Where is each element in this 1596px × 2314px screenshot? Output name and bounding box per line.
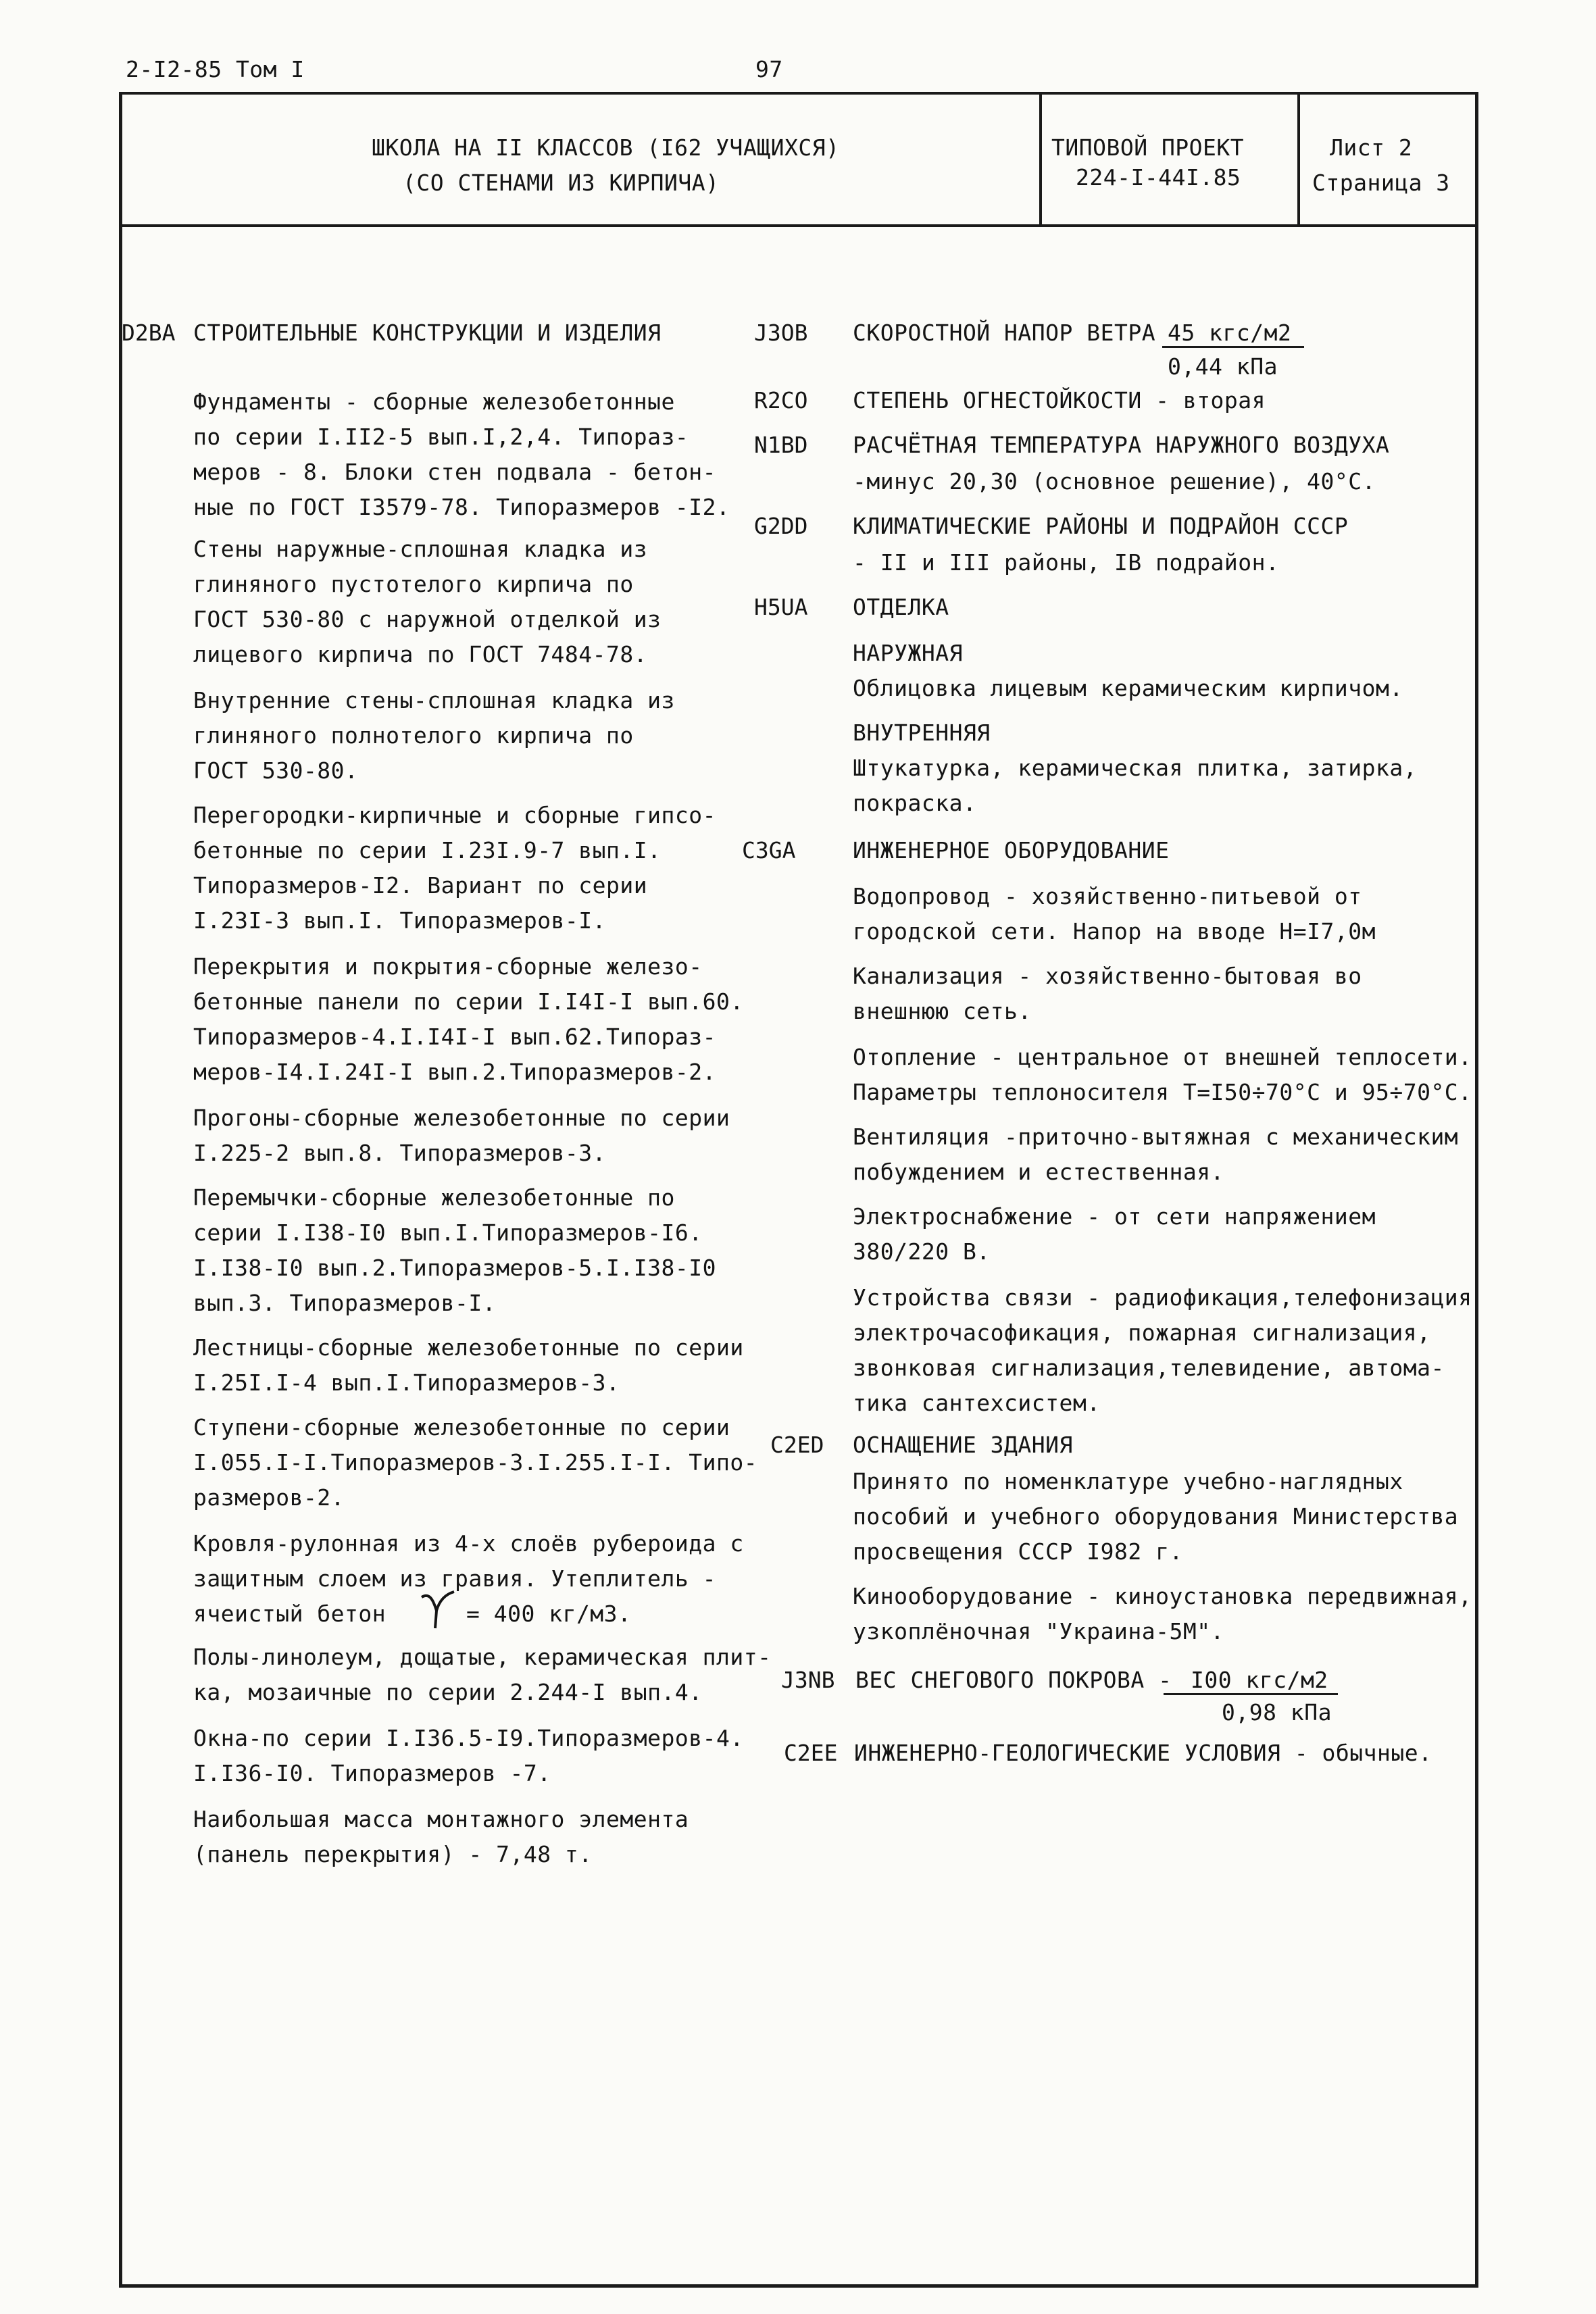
text-line: городской сети. Напор на вводе Н=I7,0м	[853, 918, 1376, 945]
wind-pressure-kpa: 0,44 кПа	[1168, 353, 1278, 380]
design-temperature-line-2: -минус 20,30 (основное решение), 40°С.	[853, 468, 1376, 495]
interior-text-line-1: Штукатурка, керамическая плитка, затирка,	[853, 755, 1418, 781]
section-code-g2dd: G2DD	[754, 513, 808, 539]
geological-conditions: ИНЖЕНЕРНО-ГЕОЛОГИЧЕСКИЕ УСЛОВИЯ - обычные.	[854, 1740, 1432, 1766]
text-line: Кровля-рулонная из 4-х слоёв рубероида с	[193, 1530, 744, 1557]
frame-top-border	[119, 92, 1478, 95]
text-line: I.I38-I0 вып.2.Типоразмеров-5.I.I38-I0	[193, 1255, 716, 1281]
text-line: Перекрытия и покрытия-сборные железо-	[193, 953, 703, 980]
snow-load-value: I00 кгс/м2	[1191, 1667, 1328, 1693]
wind-pressure-value: 45 кгс/м2	[1168, 320, 1292, 346]
text-line: ка, мозаичные по серии 2.244-I вып.4.	[193, 1679, 703, 1705]
section-heading-structures: СТРОИТЕЛЬНЫЕ КОНСТРУКЦИИ И ИЗДЕЛИЯ	[193, 320, 662, 346]
section-code-d2ba: D2BA	[122, 320, 176, 346]
text-line: Наибольшая масса монтажного элемента	[193, 1806, 689, 1832]
text-line: Принято по номенклатуре учебно-наглядных	[853, 1468, 1403, 1494]
snow-load-kpa: 0,98 кПа	[1222, 1699, 1332, 1726]
text-line: размеров-2.	[193, 1484, 345, 1511]
text-line: внешнюю сеть.	[853, 998, 1032, 1024]
project-label: ТИПОВОЙ ПРОЕКТ	[1051, 134, 1245, 161]
text-line: вып.3. Типоразмеров-I.	[193, 1290, 497, 1316]
text-line: Ступени-сборные железобетонные по серии	[193, 1414, 730, 1440]
text-line: меров - 8. Блоки стен подвала - бетон-	[193, 459, 716, 485]
text-line: бетонные панели по серии I.I4I-I вып.60.	[193, 988, 744, 1015]
text-line: узкоплёночная "Украина-5М".	[853, 1618, 1224, 1644]
text-line: пособий и учебного оборудования Министерства	[853, 1503, 1459, 1530]
section-code-c2ee: C2EE	[784, 1740, 838, 1766]
text-line: по серии I.II2-5 вып.I,2,4. Типораз-	[193, 424, 689, 450]
text-line: I.23I-3 вып.I. Типоразмеров-I.	[193, 907, 607, 934]
section-code-j3nb: J3NB	[781, 1667, 835, 1693]
text-line: Прогоны-сборные железобетонные по серии	[193, 1105, 730, 1131]
section-code-j3ob: J3OB	[754, 320, 808, 346]
text-line: I.25I.I-4 вып.I.Типоразмеров-3.	[193, 1369, 620, 1396]
exterior-heading: НАРУЖНАЯ	[853, 640, 963, 666]
title-block-separator-1	[1039, 92, 1042, 226]
text-line: ные по ГОСТ I3579-78. Типоразмеров -I2.	[193, 494, 730, 520]
text-line: Фундаменты - сборные железобетонные	[193, 388, 675, 415]
text-line: лицевого кирпича по ГОСТ 7484-78.	[193, 641, 648, 668]
text-line: просвещения СССР I982 г.	[853, 1538, 1183, 1565]
text-line: побуждением и естественная.	[853, 1159, 1224, 1185]
title-block-separator-2	[1297, 92, 1300, 226]
page-label: Страница 3	[1312, 170, 1450, 196]
project-code: 224-I-44I.85	[1076, 164, 1241, 191]
text-line: меров-I4.I.24I-I вып.2.Типоразмеров-2.	[193, 1059, 716, 1085]
text-line: I.I36-I0. Типоразмеров -7.	[193, 1760, 551, 1786]
fire-resistance: СТЕПЕНЬ ОГНЕСТОЙКОСТИ - вторая	[853, 387, 1266, 413]
fraction-line	[1162, 346, 1304, 348]
page-number: 97	[755, 56, 783, 82]
finishing-heading: ОТДЕЛКА	[853, 594, 949, 620]
density-formula: = 400 кг/м3.	[466, 1601, 632, 1627]
text-line: Внутренние стены-сплошная кладка из	[193, 687, 675, 713]
section-code-c2ed: C2ED	[770, 1432, 824, 1458]
text-line: серии I.I38-I0 вып.I.Типоразмеров-I6.	[193, 1219, 703, 1246]
section-code-r2co: R2CO	[754, 387, 808, 413]
text-line: ячеистый бетон	[193, 1601, 386, 1627]
text-line: звонковая сигнализация,телевидение, автома-	[853, 1355, 1445, 1381]
text-line: Перемычки-сборные железобетонные по	[193, 1184, 675, 1211]
snow-load-label: ВЕС СНЕГОВОГО ПОКРОВА -	[855, 1667, 1172, 1693]
text-line: Кинооборудование - киноустановка передвижная,	[853, 1583, 1472, 1609]
text-line: Стены наружные-сплошная кладка из	[193, 536, 648, 562]
text-line: Параметры теплоносителя Т=I50÷70°С и 95÷70°С.	[853, 1079, 1472, 1105]
text-line: (панель перекрытия) - 7,48 т.	[193, 1841, 593, 1867]
wind-pressure-label: СКОРОСТНОЙ НАПОР ВЕТРА	[853, 320, 1156, 346]
text-line: I.055.I-I.Типоразмеров-3.I.255.I-I. Типо-	[193, 1449, 758, 1476]
text-line: Типоразмеров-4.I.I4I-I вып.62.Типораз-	[193, 1024, 716, 1050]
text-line: Канализация - хозяйственно-бытовая во	[853, 963, 1362, 989]
text-line: Перегородки-кирпичные и сборные гипсо-	[193, 802, 716, 828]
text-line: бетонные по серии I.23I.9-7 вып.I.	[193, 837, 662, 863]
section-code-c3ga: C3GA	[742, 837, 796, 863]
text-line: Отопление - центральное от внешней теплосети.	[853, 1044, 1472, 1070]
text-line: Типоразмеров-I2. Вариант по серии	[193, 872, 648, 899]
section-code-h5ua: H5UA	[754, 594, 808, 620]
title-line-2: (СО СТЕНАМИ ИЗ КИРПИЧА)	[403, 170, 720, 196]
text-line: I.225-2 вып.8. Типоразмеров-3.	[193, 1140, 607, 1166]
interior-text-line-2: покраска.	[853, 790, 977, 816]
text-line: ГОСТ 530-80 с наружной отделкой из	[193, 606, 662, 632]
text-line: глиняного пустотелого кирпича по	[193, 571, 634, 597]
title-line-1: ШКОЛА НА II КЛАССОВ (I62 УЧАЩИХСЯ)	[372, 134, 840, 161]
exterior-text: Облицовка лицевым керамическим кирпичом.	[853, 675, 1403, 701]
text-line: Электроснабжение - от сети напряжением	[853, 1203, 1376, 1230]
text-line: ГОСТ 530-80.	[193, 757, 359, 784]
text-line: Полы-линолеум, дощатые, керамическая плит-	[193, 1644, 772, 1670]
section-code-n1bd: N1BD	[754, 432, 808, 458]
document-reference: 2-I2-85 Том I	[126, 56, 305, 82]
text-line: Водопровод - хозяйственно-питьевой от	[853, 883, 1362, 909]
text-line: защитным слоем из гравия. Утеплитель -	[193, 1565, 716, 1592]
climate-line-1: КЛИМАТИЧЕСКИЕ РАЙОНЫ И ПОДРАЙОН СССР	[853, 513, 1349, 539]
text-line: 380/220 В.	[853, 1238, 991, 1265]
equipment-heading: ОСНАЩЕНИЕ ЗДАНИЯ	[853, 1432, 1073, 1458]
text-line: глиняного полнотелого кирпича по	[193, 722, 634, 749]
text-line: Окна-по серии I.I36.5-I9.Типоразмеров-4.	[193, 1725, 744, 1751]
design-temperature-line-1: РАСЧЁТНАЯ ТЕМПЕРАТУРА НАРУЖНОГО ВОЗДУХА	[853, 432, 1390, 458]
text-line: Лестницы-сборные железобетонные по серии	[193, 1334, 744, 1361]
interior-heading: ВНУТРЕННЯЯ	[853, 720, 991, 746]
climate-line-2: - II и III районы, IВ подрайон.	[853, 549, 1280, 576]
text-line: Устройства связи - радиофикация,телефонизация	[853, 1284, 1472, 1311]
text-line: тика сантехсистем.	[853, 1390, 1101, 1416]
text-line: Вентиляция -приточно-вытяжная с механическим	[853, 1124, 1459, 1150]
gamma-symbol-icon	[419, 1588, 458, 1631]
title-block-divider	[119, 224, 1478, 227]
sheet-number: Лист 2	[1330, 134, 1413, 161]
engineering-heading: ИНЖЕНЕРНОЕ ОБОРУДОВАНИЕ	[853, 837, 1170, 863]
text-line: электрочасофикация, пожарная сигнализация,	[853, 1319, 1431, 1346]
